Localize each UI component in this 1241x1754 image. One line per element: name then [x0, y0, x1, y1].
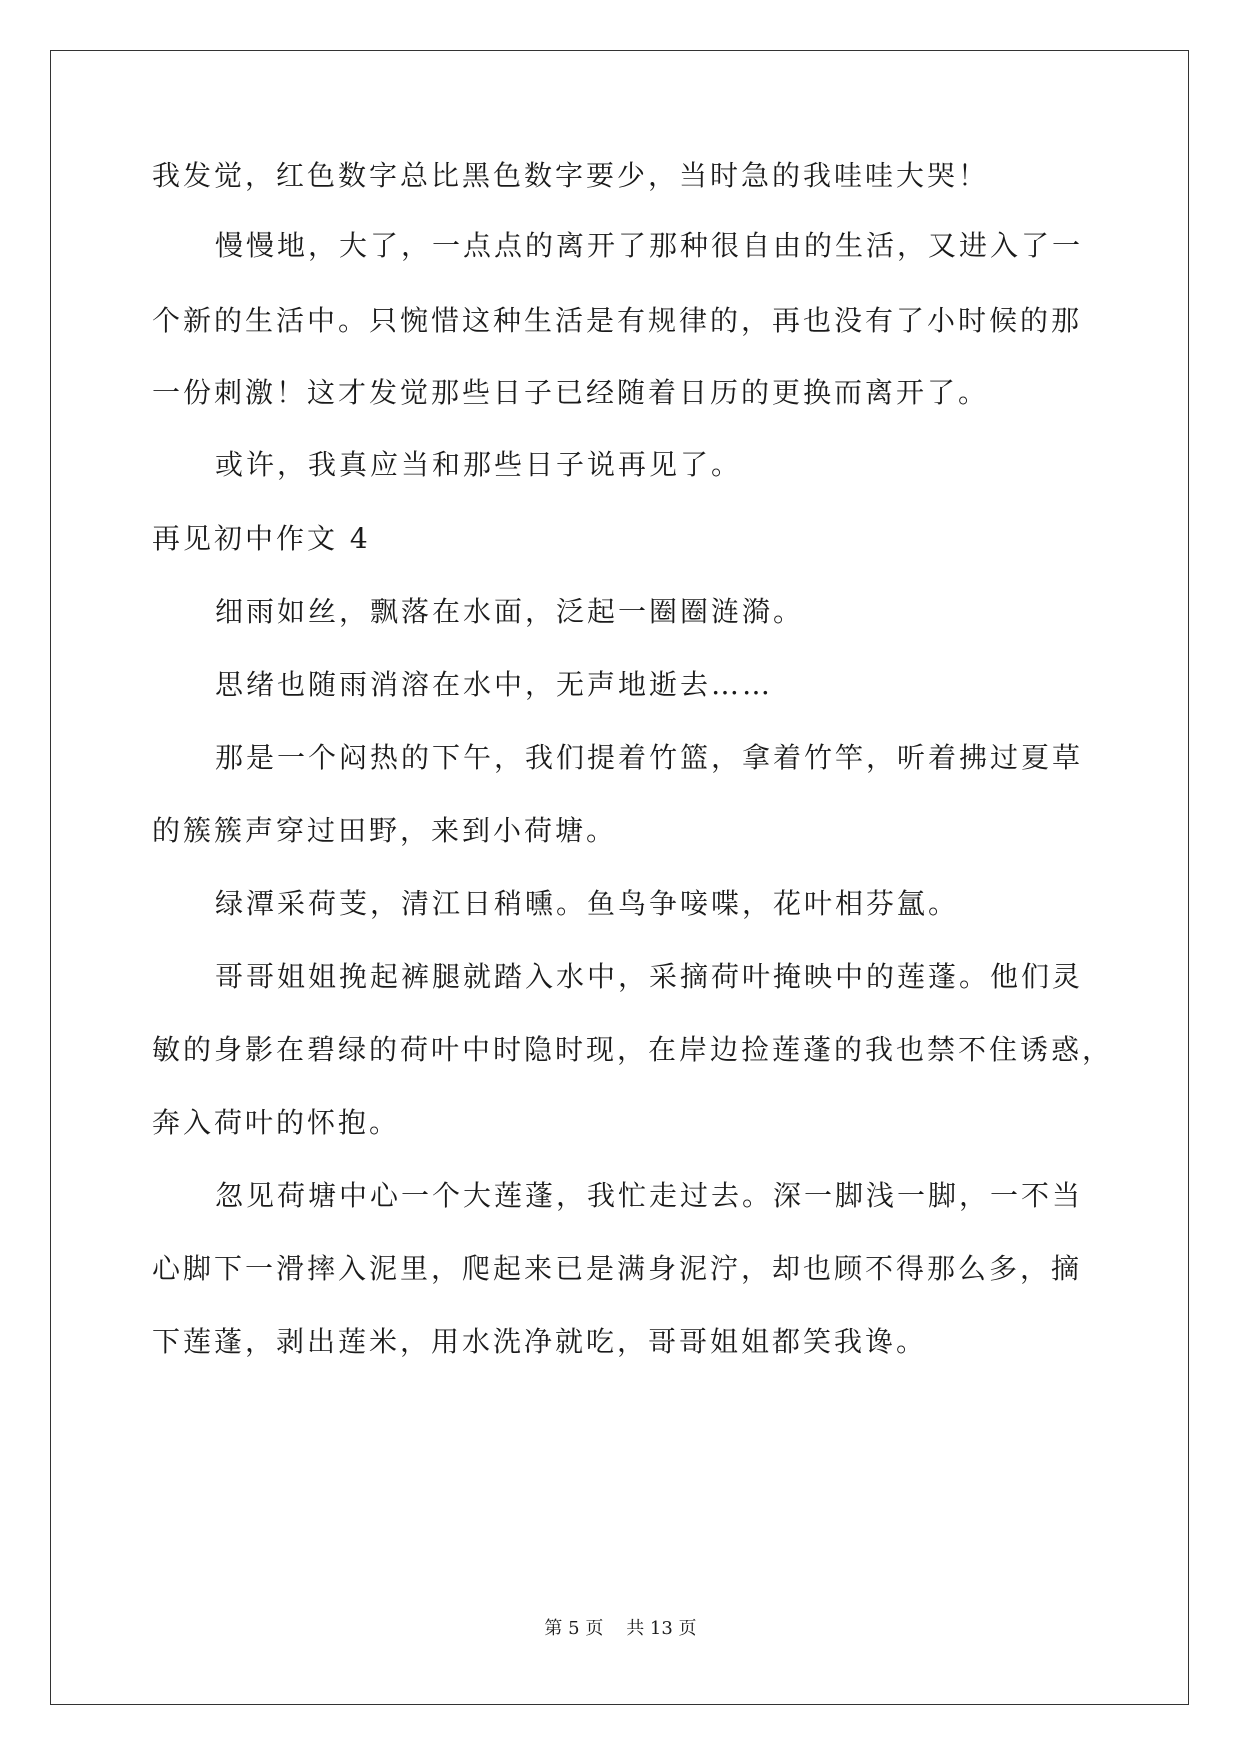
- page-number-footer: 第 5 页 共 13 页: [544, 1618, 697, 1639]
- text-line: 的簇簇声穿过田野，来到小荷塘。: [152, 814, 618, 847]
- text-line: 心脚下一滑摔入泥里，爬起来已是满身泥泞，却也顾不得那么多，摘: [152, 1252, 1083, 1285]
- text-line: 个新的生活中。只惋惜这种生活是有规律的，再也没有了小时候的那: [152, 304, 1083, 337]
- text-line: 忽见荷塘中心一个大莲蓬，我忙走过去。深一脚浅一脚，一不当: [215, 1179, 1084, 1212]
- page-border: [50, 50, 1189, 1705]
- text-line: 绿潭采荷芰，清江日稍曛。鱼鸟争唼喋，花叶相芬氲。: [215, 887, 960, 920]
- text-line: 一份刺激！这才发觉那些日子已经随着日历的更换而离开了。: [152, 376, 990, 409]
- text-line: 思绪也随雨消溶在水中，无声地逝去……: [215, 668, 774, 701]
- text-line: 或许，我真应当和那些日子说再见了。: [215, 448, 743, 481]
- text-line: 那是一个闷热的下午，我们提着竹篮，拿着竹竿，听着拂过夏草: [215, 741, 1084, 774]
- text-line: 奔入荷叶的怀抱。: [152, 1106, 401, 1139]
- text-line: 我发觉，红色数字总比黑色数字要少，当时急的我哇哇大哭！: [152, 159, 990, 192]
- section-heading: 再见初中作文 4: [152, 522, 371, 555]
- text-line: 下莲蓬，剥出莲米，用水洗净就吃，哥哥姐姐都笑我谗。: [152, 1325, 928, 1358]
- text-line: 哥哥姐姐挽起裤腿就踏入水中，采摘荷叶掩映中的莲蓬。他们灵: [215, 960, 1084, 993]
- text-line: 慢慢地，大了，一点点的离开了那种很自由的生活，又进入了一: [215, 229, 1084, 262]
- text-line: 细雨如丝，飘落在水面，泛起一圈圈涟漪。: [215, 595, 805, 628]
- text-line: 敏的身影在碧绿的荷叶中时隐时现，在岸边捡莲蓬的我也禁不住诱惑，: [152, 1033, 1114, 1066]
